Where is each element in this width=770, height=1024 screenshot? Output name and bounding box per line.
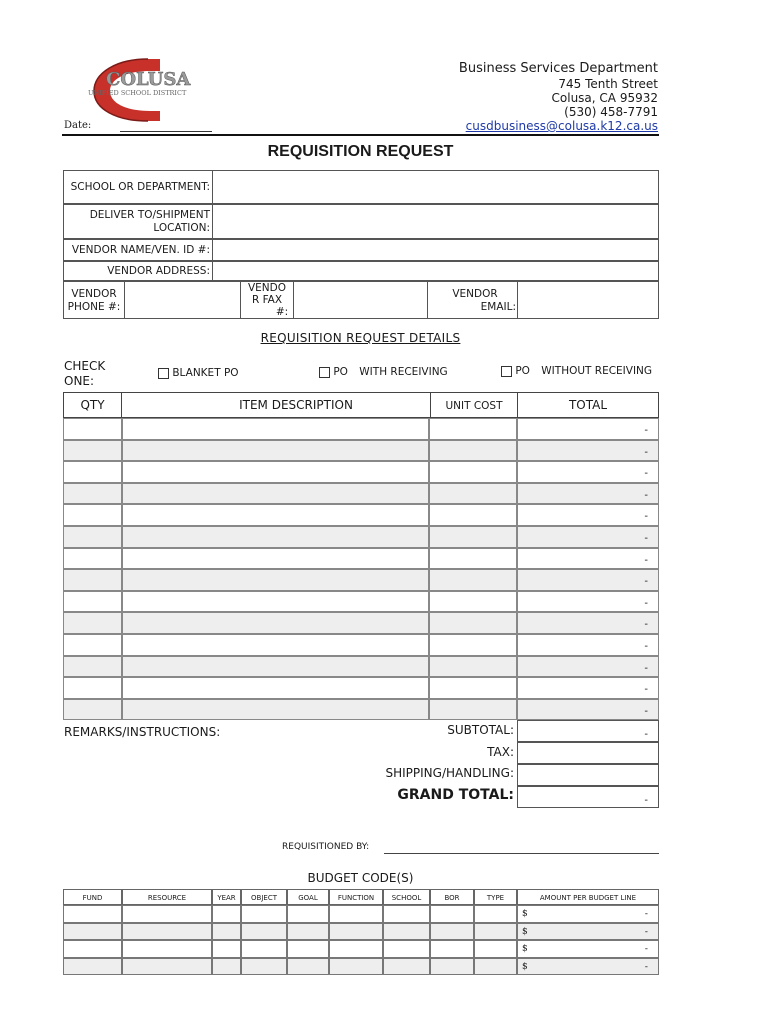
total-cell[interactable]	[517, 548, 659, 570]
department-street: 745 Tenth Street	[558, 77, 658, 91]
budget-cell[interactable]	[212, 905, 241, 923]
date-label: Date:	[64, 120, 92, 131]
total-value: -	[644, 489, 648, 501]
vendor-name-label: VENDOR NAME/VEN. ID #:	[71, 244, 210, 256]
budget-cell[interactable]	[474, 905, 517, 923]
items-header	[63, 392, 659, 418]
item-description-cell[interactable]	[122, 418, 429, 440]
table-row	[63, 418, 659, 440]
budget-cell[interactable]	[241, 940, 287, 958]
table-row	[63, 569, 659, 591]
budget-amount-cell[interactable]	[517, 940, 659, 958]
subtotal-field[interactable]	[517, 720, 659, 742]
total-value: -	[644, 597, 648, 609]
vendor-fax-label-3: #:	[275, 306, 289, 318]
total-cell[interactable]	[517, 461, 659, 483]
po-without-receiving-checkbox[interactable]	[501, 366, 512, 377]
department-city: Colusa, CA 95932	[551, 91, 658, 105]
unit-cost-cell[interactable]	[429, 591, 517, 613]
budget-amount-value: -	[644, 926, 648, 937]
budget-cell[interactable]	[430, 905, 474, 923]
table-row	[63, 526, 659, 548]
budget-cell[interactable]	[212, 940, 241, 958]
table-row	[63, 634, 659, 656]
unit-cost-cell[interactable]	[429, 504, 517, 526]
blanket-po-option[interactable]	[158, 367, 239, 379]
budget-header-school: SCHOOL	[383, 889, 430, 905]
total-value: -	[644, 468, 648, 480]
item-description-cell[interactable]	[122, 440, 429, 462]
currency-symbol: $	[522, 909, 528, 919]
qty-cell[interactable]	[63, 591, 122, 613]
budget-cell[interactable]	[287, 940, 329, 958]
budget-header-resource: RESOURCE	[122, 889, 212, 905]
requisitioned-by-label: REQUISITIONED BY:	[282, 842, 370, 852]
check-one-label-1: CHECK	[64, 359, 106, 373]
details-heading: REQUISITION REQUEST DETAILS	[260, 331, 461, 345]
item-description-cell[interactable]	[122, 548, 429, 570]
budget-cell[interactable]	[430, 923, 474, 941]
unit-cost-cell[interactable]	[429, 483, 517, 505]
budget-cell[interactable]	[329, 905, 383, 923]
school-department-input[interactable]	[212, 170, 659, 204]
total-cell[interactable]	[517, 677, 659, 699]
vendor-email-label-1: VENDOR	[452, 288, 498, 300]
total-value: -	[644, 619, 648, 631]
total-cell[interactable]	[517, 440, 659, 462]
budget-cell[interactable]	[287, 905, 329, 923]
qty-cell[interactable]	[63, 699, 122, 721]
check-one-label-2: ONE:	[64, 374, 95, 388]
budget-cell[interactable]	[329, 940, 383, 958]
vendor-address-input[interactable]	[212, 261, 659, 281]
total-cell[interactable]	[517, 591, 659, 613]
total-cell[interactable]	[517, 656, 659, 678]
budget-header-year: YEAR	[212, 889, 241, 905]
qty-cell[interactable]	[63, 569, 122, 591]
budget-cell[interactable]	[329, 958, 383, 976]
item-description-cell[interactable]	[122, 504, 429, 526]
budget-cell[interactable]	[122, 923, 212, 941]
grand-total-field[interactable]	[517, 786, 659, 808]
po-with-receiving-checkbox[interactable]	[319, 367, 330, 378]
budget-cell[interactable]	[122, 958, 212, 976]
budget-cell[interactable]	[63, 923, 122, 941]
qty-cell[interactable]	[63, 548, 122, 570]
po-with-receiving-label-b: WITH RECEIVING	[359, 366, 448, 378]
budget-cell[interactable]	[383, 905, 430, 923]
table-row	[63, 483, 659, 505]
total-value: -	[644, 576, 648, 588]
remarks-label: REMARKS/INSTRUCTIONS:	[64, 725, 221, 739]
table-row	[63, 612, 659, 634]
budget-cell[interactable]	[430, 958, 474, 976]
table-row	[63, 548, 659, 570]
budget-header-function: FUNCTION	[329, 889, 383, 905]
budget-codes-heading: BUDGET CODE(S)	[307, 871, 414, 885]
district-logo	[86, 55, 216, 125]
unit-cost-cell[interactable]	[429, 656, 517, 678]
total-value: -	[644, 511, 648, 523]
vendor-fax-label-2: R FAX	[251, 294, 283, 306]
item-description-cell[interactable]	[122, 591, 429, 613]
unit-cost-cell[interactable]	[429, 699, 517, 721]
budget-cell[interactable]	[241, 905, 287, 923]
unit-cost-cell[interactable]	[429, 461, 517, 483]
po-without-receiving-option[interactable]	[501, 365, 652, 377]
total-value: -	[644, 425, 648, 436]
vendor-fax-input[interactable]	[293, 281, 428, 319]
svg-text:COLUSA: COLUSA	[106, 69, 191, 90]
total-cell[interactable]	[517, 569, 659, 591]
vendor-email-label-2: EMAIL:	[480, 301, 516, 313]
unit-cost-cell[interactable]	[429, 440, 517, 462]
vendor-email-input[interactable]	[517, 281, 659, 319]
item-description-cell[interactable]	[122, 483, 429, 505]
svg-text:UNIFIED SCHOOL DISTRICT: UNIFIED SCHOOL DISTRICT	[88, 89, 187, 97]
department-name: Business Services Department	[458, 61, 658, 76]
vendor-phone-label-1: VENDOR	[71, 288, 117, 300]
currency-symbol: $	[522, 944, 528, 954]
po-with-receiving-option[interactable]	[319, 366, 448, 378]
page-title: REQUISITION REQUEST	[267, 143, 454, 160]
table-row	[63, 504, 659, 526]
item-description-cell[interactable]	[122, 569, 429, 591]
total-cell[interactable]	[517, 699, 659, 721]
unit-cost-cell[interactable]	[429, 569, 517, 591]
tax-field[interactable]	[517, 742, 659, 764]
total-cell[interactable]	[517, 634, 659, 656]
total-header: TOTAL	[568, 398, 608, 412]
budget-cell[interactable]	[287, 923, 329, 941]
total-value: -	[644, 641, 648, 652]
table-row	[63, 677, 659, 699]
unit-cost-header: UNIT COST	[430, 393, 518, 417]
department-phone: (530) 458-7791	[564, 105, 658, 119]
budget-amount-value: -	[644, 909, 648, 919]
total-value: -	[644, 684, 648, 696]
total-value: -	[644, 533, 648, 544]
grand-total-label: GRAND TOTAL:	[397, 787, 514, 803]
vendor-address-label: VENDOR ADDRESS:	[107, 265, 210, 277]
qty-cell[interactable]	[63, 612, 122, 634]
budget-header-amount-per-budget-line: AMOUNT PER BUDGET LINE	[517, 889, 659, 905]
item-description-cell[interactable]	[122, 699, 429, 721]
table-row	[63, 699, 659, 721]
vendor-fax-label-1: VENDO	[247, 282, 287, 294]
total-cell[interactable]	[517, 483, 659, 505]
item-description-cell[interactable]	[122, 634, 429, 656]
unit-cost-cell[interactable]	[429, 634, 517, 656]
item-description-cell[interactable]	[122, 461, 429, 483]
total-value: -	[644, 662, 648, 674]
budget-cell[interactable]	[383, 923, 430, 941]
budget-cell[interactable]	[474, 940, 517, 958]
table-row	[63, 656, 659, 678]
budget-amount-cell[interactable]	[517, 905, 659, 923]
budget-cell[interactable]	[383, 958, 430, 976]
blanket-po-label: BLANKET PO	[172, 367, 239, 379]
budget-cell[interactable]	[212, 958, 241, 976]
qty-cell[interactable]	[63, 526, 122, 548]
budget-cell[interactable]	[63, 958, 122, 976]
subtotal-value: -	[644, 729, 648, 740]
unit-cost-cell[interactable]	[429, 677, 517, 699]
budget-amount-cell[interactable]	[517, 958, 659, 976]
budget-cell[interactable]	[212, 923, 241, 941]
shipping-field[interactable]	[517, 764, 659, 786]
qty-cell[interactable]	[63, 677, 122, 699]
total-cell[interactable]	[517, 504, 659, 526]
qty-cell[interactable]	[63, 656, 122, 678]
item-description-cell[interactable]	[122, 612, 429, 634]
po-without-receiving-label-b: WITHOUT RECEIVING	[541, 365, 653, 377]
budget-header-fund: FUND	[63, 889, 122, 905]
budget-amount-value: -	[644, 961, 648, 972]
qty-cell[interactable]	[63, 634, 122, 656]
unit-cost-cell[interactable]	[429, 612, 517, 634]
budget-header-bor: BOR	[430, 889, 474, 905]
budget-amount-cell[interactable]	[517, 923, 659, 941]
budget-cell[interactable]	[383, 940, 430, 958]
deliver-to-label-2: LOCATION:	[153, 222, 210, 234]
currency-symbol: $	[522, 926, 528, 937]
currency-symbol: $	[522, 961, 528, 972]
item-description-cell[interactable]	[122, 677, 429, 699]
budget-cell[interactable]	[241, 923, 287, 941]
budget-cell[interactable]	[474, 958, 517, 976]
tax-label: TAX:	[487, 745, 514, 759]
qty-header: QTY	[64, 393, 122, 417]
vendor-phone-label-2: PHONE #:	[67, 301, 121, 313]
budget-cell[interactable]	[329, 923, 383, 941]
unit-cost-cell[interactable]	[429, 418, 517, 440]
qty-cell[interactable]	[63, 504, 122, 526]
budget-cell[interactable]	[430, 940, 474, 958]
table-row	[63, 440, 659, 462]
budget-cell[interactable]	[241, 958, 287, 976]
budget-amount-value: -	[644, 944, 648, 954]
vendor-name-input[interactable]	[212, 239, 659, 261]
budget-cell[interactable]	[63, 905, 122, 923]
item-description-header: ITEM DESCRIPTION	[239, 398, 353, 412]
department-email-link[interactable]: cusdbusiness@colusa.k12.ca.us	[465, 119, 658, 133]
table-row	[63, 591, 659, 613]
unit-cost-cell[interactable]	[429, 526, 517, 548]
total-value: -	[644, 554, 648, 566]
vendor-phone-input[interactable]	[124, 281, 241, 319]
budget-header-object: OBJECT	[241, 889, 287, 905]
grand-total-value: -	[644, 795, 648, 806]
table-row	[63, 461, 659, 483]
date-field[interactable]	[120, 131, 212, 132]
budget-header-goal: GOAL	[287, 889, 329, 905]
total-value: -	[644, 446, 648, 458]
qty-cell[interactable]	[63, 483, 122, 505]
deliver-to-label-1: DELIVER TO/SHIPMENT	[89, 209, 210, 221]
shipping-label: SHIPPING/HANDLING:	[385, 766, 514, 780]
unit-cost-cell[interactable]	[429, 548, 517, 570]
budget-cell[interactable]	[63, 940, 122, 958]
budget-cell[interactable]	[122, 905, 212, 923]
total-cell[interactable]	[517, 526, 659, 548]
po-with-receiving-label-a: PO	[333, 366, 348, 378]
subtotal-label: SUBTOTAL:	[447, 723, 514, 737]
requisitioned-by-field[interactable]	[384, 842, 659, 854]
budget-cell[interactable]	[287, 958, 329, 976]
qty-cell[interactable]	[63, 461, 122, 483]
blanket-po-checkbox[interactable]	[158, 368, 169, 379]
school-department-label: SCHOOL OR DEPARTMENT:	[70, 181, 210, 193]
total-value: -	[644, 705, 648, 717]
budget-header-type: TYPE	[474, 889, 517, 905]
qty-cell[interactable]	[63, 440, 122, 462]
total-cell[interactable]	[517, 418, 659, 440]
item-description-cell[interactable]	[122, 656, 429, 678]
deliver-to-input[interactable]	[212, 204, 659, 239]
po-without-receiving-label-a: PO	[515, 365, 530, 377]
total-cell[interactable]	[517, 612, 659, 634]
header-rule	[62, 134, 659, 136]
budget-cell[interactable]	[474, 923, 517, 941]
qty-cell[interactable]	[63, 418, 122, 440]
budget-cell[interactable]	[122, 940, 212, 958]
item-description-cell[interactable]	[122, 526, 429, 548]
